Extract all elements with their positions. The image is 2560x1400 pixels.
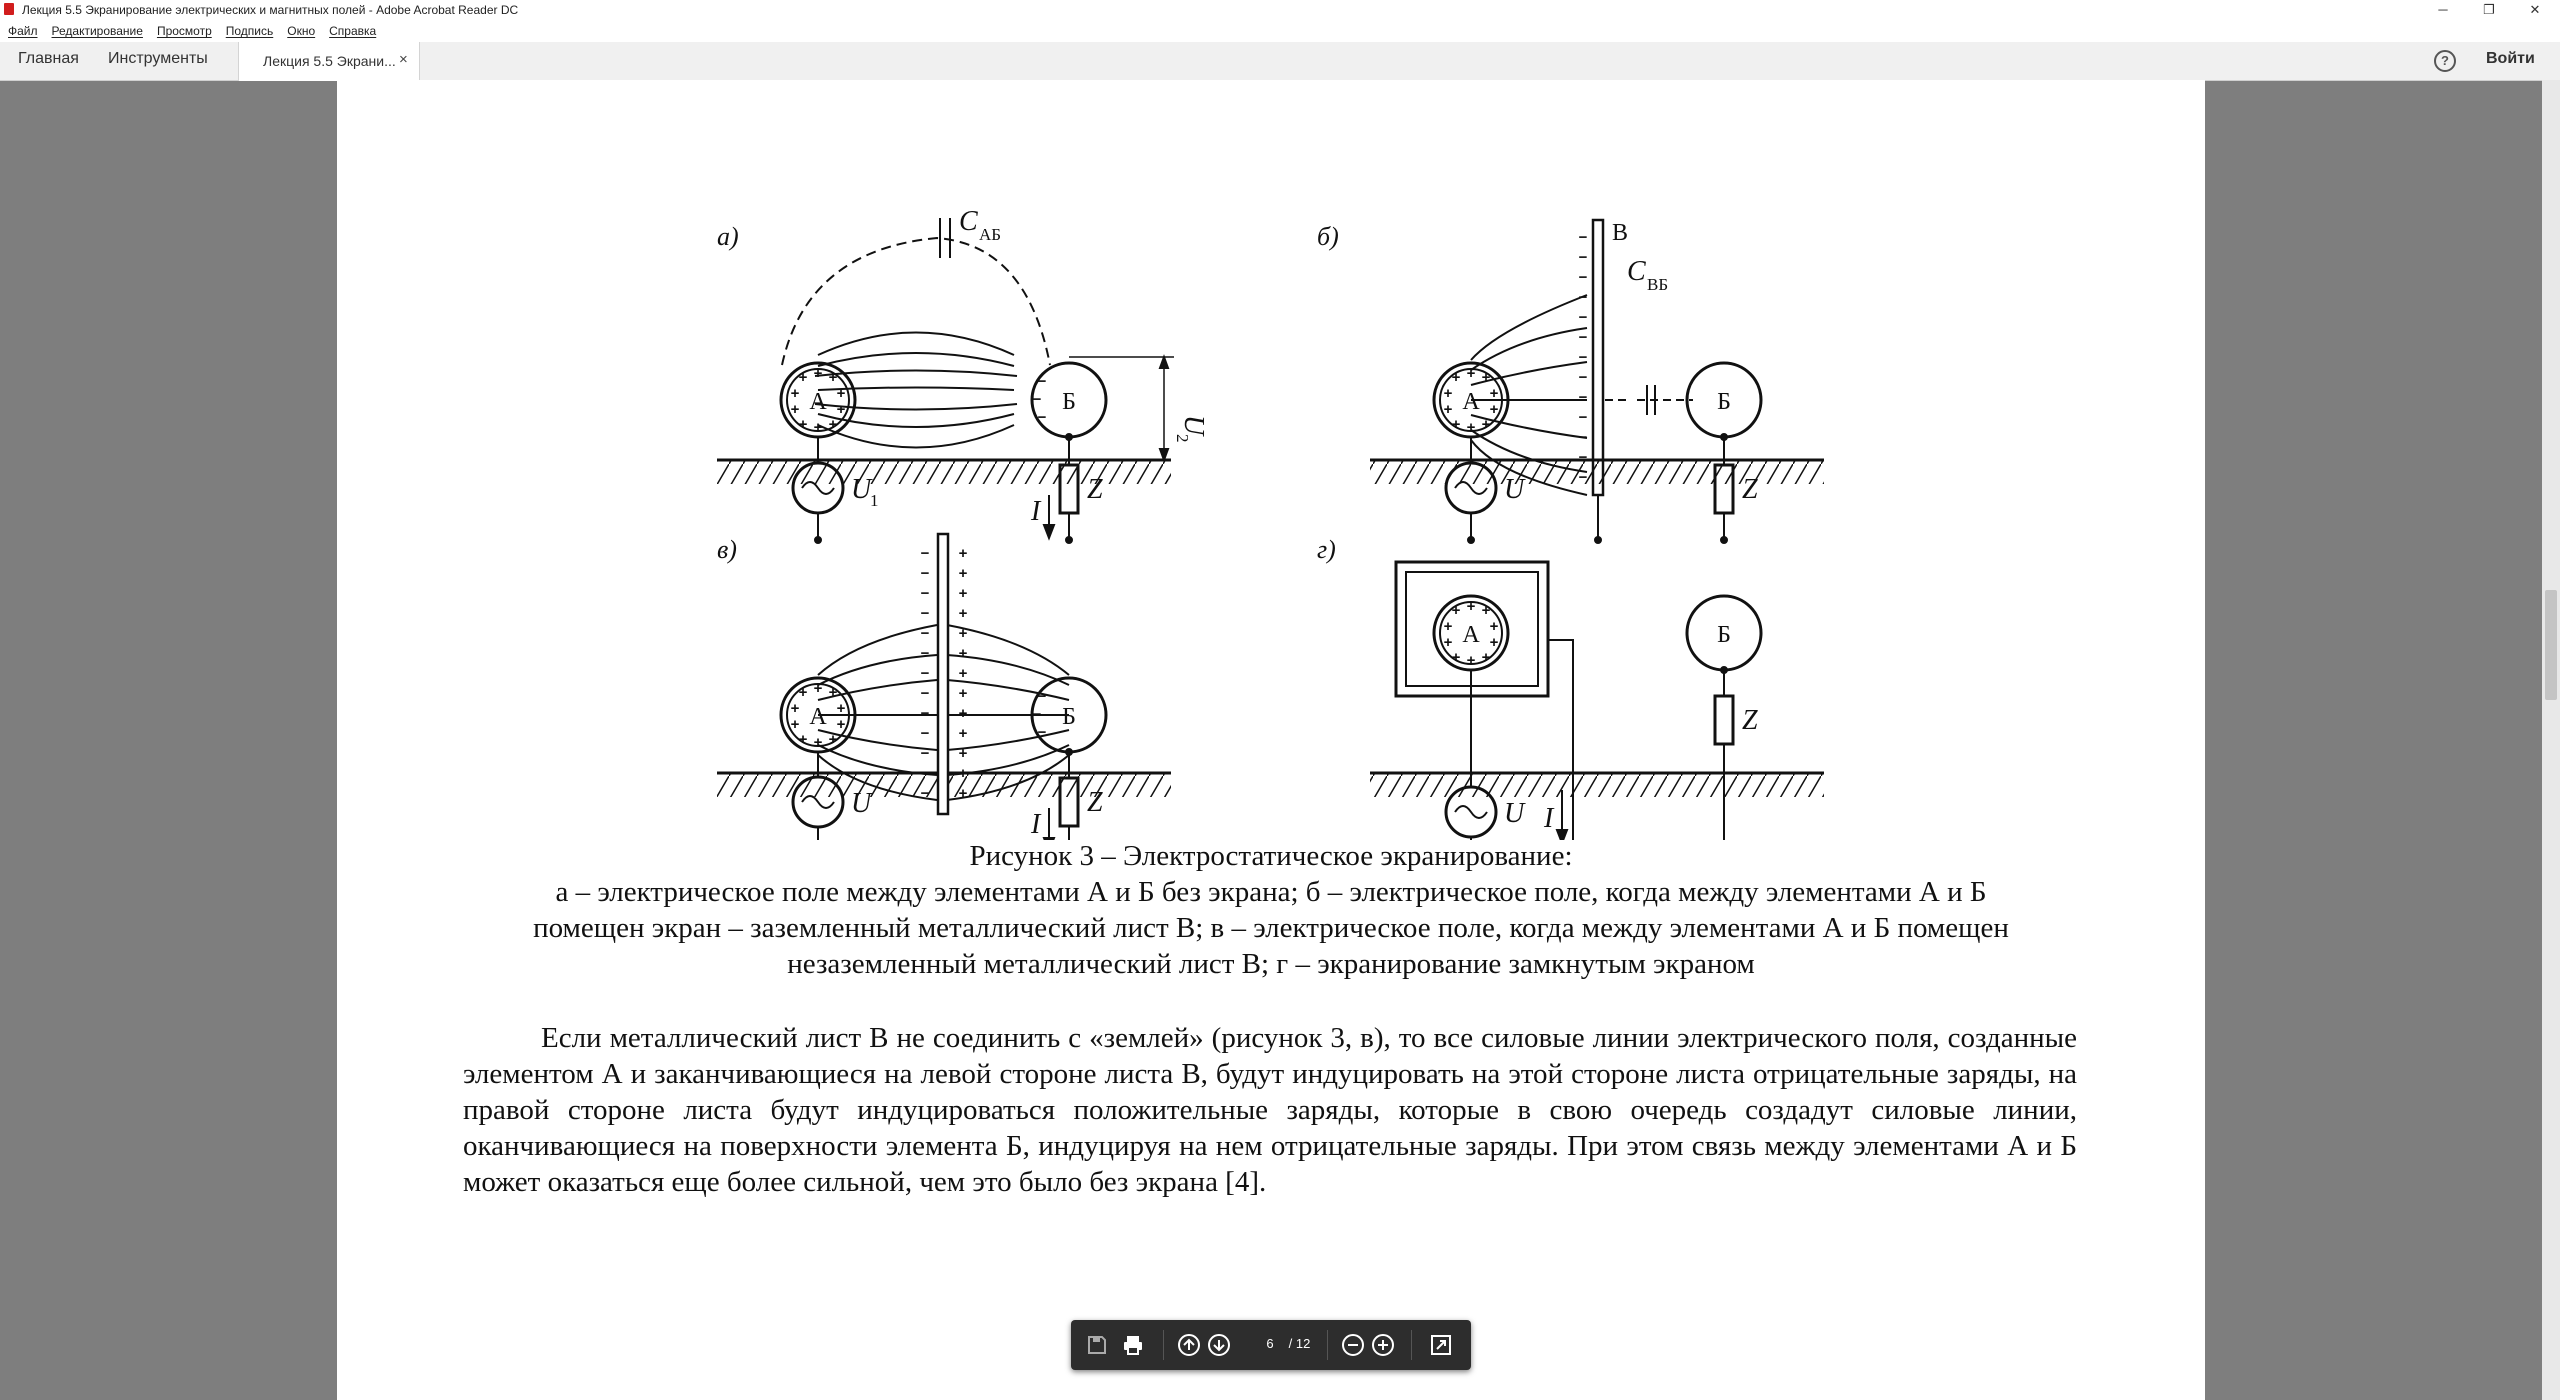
svg-text:−: −	[920, 705, 930, 722]
svg-text:+: +	[958, 785, 968, 802]
total-pages: / 12	[1288, 1336, 1311, 1351]
sheet-v-label: В	[1612, 220, 1629, 246]
capacitance-ab-label: C	[959, 206, 978, 237]
element-a-label: А	[809, 704, 827, 730]
svg-text:+: +	[1451, 602, 1461, 619]
close-tab-icon[interactable]: ×	[399, 51, 408, 68]
figure-caption	[337, 838, 2205, 982]
svg-text:−: −	[1578, 469, 1588, 486]
caption-title: Рисунок 3 – Электростатическое экранирование:	[969, 840, 1573, 872]
svg-text:+: +	[813, 365, 823, 382]
svg-text:+: +	[958, 745, 968, 762]
svg-text:−: −	[1578, 409, 1588, 426]
svg-text:−: −	[1578, 349, 1588, 366]
svg-text:+: +	[1489, 385, 1499, 402]
help-icon[interactable]: ?	[2434, 50, 2456, 72]
svg-text:+: +	[790, 385, 800, 402]
svg-text:+: +	[1443, 401, 1453, 418]
svg-text:+: +	[813, 734, 823, 751]
panel-g-diagram	[1370, 562, 1824, 840]
menu-file[interactable]: Файл	[8, 24, 38, 38]
voltage-u-label: U	[1504, 798, 1525, 829]
svg-text:+: +	[958, 585, 968, 602]
panel-v-diagram	[717, 534, 1171, 840]
element-b-label: Б	[1717, 389, 1731, 415]
svg-text:+: +	[798, 369, 808, 386]
svg-text:−: −	[1037, 373, 1047, 390]
svg-text:+: +	[958, 665, 968, 682]
capacitance-vb-subscript: ВБ	[1647, 275, 1669, 294]
svg-text:+: +	[798, 731, 808, 748]
charges-sheet-b	[1579, 229, 1588, 486]
menu-edit[interactable]: Редактирование	[51, 24, 143, 38]
minimize-button[interactable]: ─	[2438, 2, 2448, 17]
page-indicator	[1259, 1336, 1310, 1351]
impedance-z-label: Z	[1087, 787, 1103, 818]
svg-text:+: +	[1443, 385, 1453, 402]
menu-bar	[0, 20, 2560, 42]
svg-text:−: −	[920, 785, 930, 802]
svg-text:+: +	[813, 419, 823, 436]
element-b-label: Б	[1062, 389, 1076, 415]
svg-text:+: +	[1481, 649, 1491, 666]
svg-text:+: +	[1466, 419, 1476, 436]
current-page-input[interactable]: 6	[1266, 1336, 1274, 1351]
svg-text:+: +	[836, 401, 846, 418]
svg-text:−: −	[920, 605, 930, 622]
svg-text:+: +	[1481, 416, 1491, 433]
svg-text:−: −	[920, 745, 930, 762]
svg-text:−: −	[1037, 409, 1047, 426]
tab-document[interactable]	[238, 42, 420, 81]
svg-text:+: +	[958, 765, 968, 782]
caption-line: незаземленный металлический лист В; г – экранирование замкнутым экраном	[787, 948, 1755, 980]
svg-text:−: −	[1037, 724, 1047, 741]
label-panel-v: в)	[717, 535, 737, 564]
svg-text:+: +	[1481, 602, 1491, 619]
save-icon[interactable]	[1085, 1333, 1109, 1357]
toolbar-separator	[1411, 1330, 1412, 1360]
title-bar	[0, 0, 2560, 20]
current-i-label: I	[1031, 809, 1041, 840]
capacitance-ab-subscript: АБ	[979, 225, 1002, 244]
impedance-z-label: Z	[1742, 474, 1758, 505]
svg-text:+: +	[958, 725, 968, 742]
zoom-in-icon[interactable]	[1371, 1333, 1395, 1357]
menu-sign[interactable]: Подпись	[225, 24, 274, 38]
tab-bar	[0, 42, 2560, 81]
element-b-label: Б	[1717, 622, 1731, 648]
tab-document-label: Лекция 5.5 Экрани...	[263, 53, 396, 69]
zoom-out-icon[interactable]	[1341, 1333, 1365, 1357]
menu-view[interactable]: Просмотр	[156, 24, 212, 38]
svg-text:−: −	[1578, 329, 1588, 346]
menu-window[interactable]: Окно	[287, 24, 316, 38]
svg-text:+: +	[1466, 598, 1476, 615]
svg-text:+: +	[798, 684, 808, 701]
element-a-label: А	[1462, 622, 1480, 648]
toolbar-separator	[1163, 1330, 1164, 1360]
svg-text:+: +	[1489, 401, 1499, 418]
svg-text:−: −	[1578, 289, 1588, 306]
svg-text:+: +	[790, 700, 800, 717]
window-title: Лекция 5.5 Экранирование электрических и магнитных полей - Adobe Acrobat Reader DC	[22, 3, 519, 17]
svg-text:−: −	[920, 645, 930, 662]
scrollbar[interactable]	[2542, 80, 2560, 1400]
svg-text:+: +	[958, 565, 968, 582]
svg-text:−: −	[920, 565, 930, 582]
svg-text:+: +	[828, 731, 838, 748]
svg-text:+: +	[836, 385, 846, 402]
svg-text:−: −	[920, 625, 930, 642]
print-icon[interactable]	[1121, 1333, 1145, 1357]
element-a-label: А	[1462, 389, 1480, 415]
svg-text:+: +	[828, 416, 838, 433]
svg-text:+: +	[958, 625, 968, 642]
previous-page-icon[interactable]	[1177, 1333, 1201, 1357]
voltage-u-label: U	[851, 788, 872, 819]
label-panel-b: б)	[1317, 222, 1339, 251]
sign-in-button[interactable]: Войти	[2486, 50, 2535, 67]
caption-line: помещен экран – заземленный металлический лист В; в – электрическое поле, когда между элементами А и Б помещен	[533, 912, 2009, 944]
voltage-u2-subscript: 2	[1173, 434, 1192, 443]
svg-text:+: +	[1489, 634, 1499, 651]
svg-text:+: +	[828, 684, 838, 701]
charges-a	[791, 365, 1499, 751]
svg-text:−: −	[920, 765, 930, 782]
svg-text:+: +	[798, 416, 808, 433]
voltage-u1-label: U	[851, 474, 872, 505]
impedance-z-label: Z	[1742, 705, 1758, 736]
svg-text:+: +	[1451, 369, 1461, 386]
svg-text:−: −	[1578, 449, 1588, 466]
pdf-page	[337, 80, 2205, 1400]
svg-text:−: −	[1578, 249, 1588, 266]
svg-text:+: +	[958, 645, 968, 662]
svg-text:−: −	[1578, 429, 1588, 446]
svg-text:+: +	[1466, 365, 1476, 382]
svg-text:+: +	[1451, 416, 1461, 433]
current-i-label: I	[1031, 496, 1041, 527]
svg-text:+: +	[1481, 369, 1491, 386]
page-navigation-toolbar	[1071, 1320, 1471, 1370]
tab-home[interactable]: Главная	[18, 50, 79, 67]
restore-button[interactable]: ❐	[2483, 2, 2495, 17]
voltage-u2-label: U	[1178, 415, 1209, 436]
impedance-z-label: Z	[1087, 474, 1103, 505]
svg-text:−: −	[1578, 269, 1588, 286]
fit-page-icon[interactable]	[1429, 1333, 1453, 1357]
menu-help[interactable]: Справка	[329, 24, 377, 38]
scrollbar-thumb[interactable]	[2545, 590, 2557, 700]
caption-line: а – электрическое поле между элементами А и Б без экрана; б – электрическое поле, когда между элементами А и Б	[555, 876, 1987, 908]
svg-text:−: −	[1578, 309, 1588, 326]
svg-text:−: −	[920, 585, 930, 602]
body-paragraph: Если металлический лист В не соединить с «землей» (рисунок 3, в), то все силовые линии электрического поля, созданные элементом А и заканчивающиеся на левой стороне листа В, будут индуцировать на этой стороне листа отрицательные заряды, на правой стороне листа будут индуцироваться положительные заряды, которые в свою очередь создадут силовые линии, оканчивающиеся на поверхности элемента Б, индуцируя на нем отрицательные заряды. При этом связь между элементами А и Б может оказаться еще более сильной, чем это было без экрана [4].	[463, 1022, 2077, 1198]
voltage-u1-subscript: 1	[870, 491, 879, 510]
svg-text:−: −	[1578, 229, 1588, 246]
voltage-u-label: U	[1504, 474, 1525, 505]
svg-text:−: −	[1032, 706, 1042, 723]
svg-text:+: +	[836, 716, 846, 733]
element-a-label: А	[809, 389, 827, 415]
tab-tools[interactable]: Инструменты	[108, 50, 208, 67]
svg-text:+: +	[1466, 652, 1476, 669]
svg-text:+: +	[1443, 618, 1453, 635]
acrobat-app-icon	[4, 3, 14, 15]
svg-text:+: +	[958, 605, 968, 622]
svg-text:−: −	[1578, 369, 1588, 386]
svg-text:−: −	[1037, 688, 1047, 705]
label-panel-g: г)	[1317, 535, 1336, 564]
svg-text:+: +	[958, 545, 968, 562]
svg-text:+: +	[828, 369, 838, 386]
svg-text:+: +	[958, 685, 968, 702]
svg-text:+: +	[958, 705, 968, 722]
label-panel-a: а)	[717, 222, 739, 251]
current-i-label: I	[1544, 803, 1554, 834]
svg-text:−: −	[920, 545, 930, 562]
svg-text:−: −	[920, 685, 930, 702]
next-page-icon[interactable]	[1207, 1333, 1231, 1357]
figure-electrostatic-shielding	[337, 80, 2205, 840]
svg-text:+: +	[790, 401, 800, 418]
svg-text:+: +	[813, 680, 823, 697]
svg-text:+: +	[790, 716, 800, 733]
svg-text:−: −	[920, 665, 930, 682]
svg-text:−: −	[920, 725, 930, 742]
svg-text:+: +	[1489, 618, 1499, 635]
close-window-button[interactable]: ✕	[2529, 2, 2541, 17]
element-b-label: Б	[1062, 704, 1076, 730]
svg-text:+: +	[1451, 649, 1461, 666]
svg-text:+: +	[1443, 634, 1453, 651]
svg-text:−: −	[1578, 389, 1588, 406]
panel-a-diagram	[717, 218, 1174, 543]
svg-text:−: −	[1032, 391, 1042, 408]
toolbar-separator	[1327, 1330, 1328, 1360]
svg-text:+: +	[836, 700, 846, 717]
capacitance-vb-label: C	[1627, 256, 1646, 287]
